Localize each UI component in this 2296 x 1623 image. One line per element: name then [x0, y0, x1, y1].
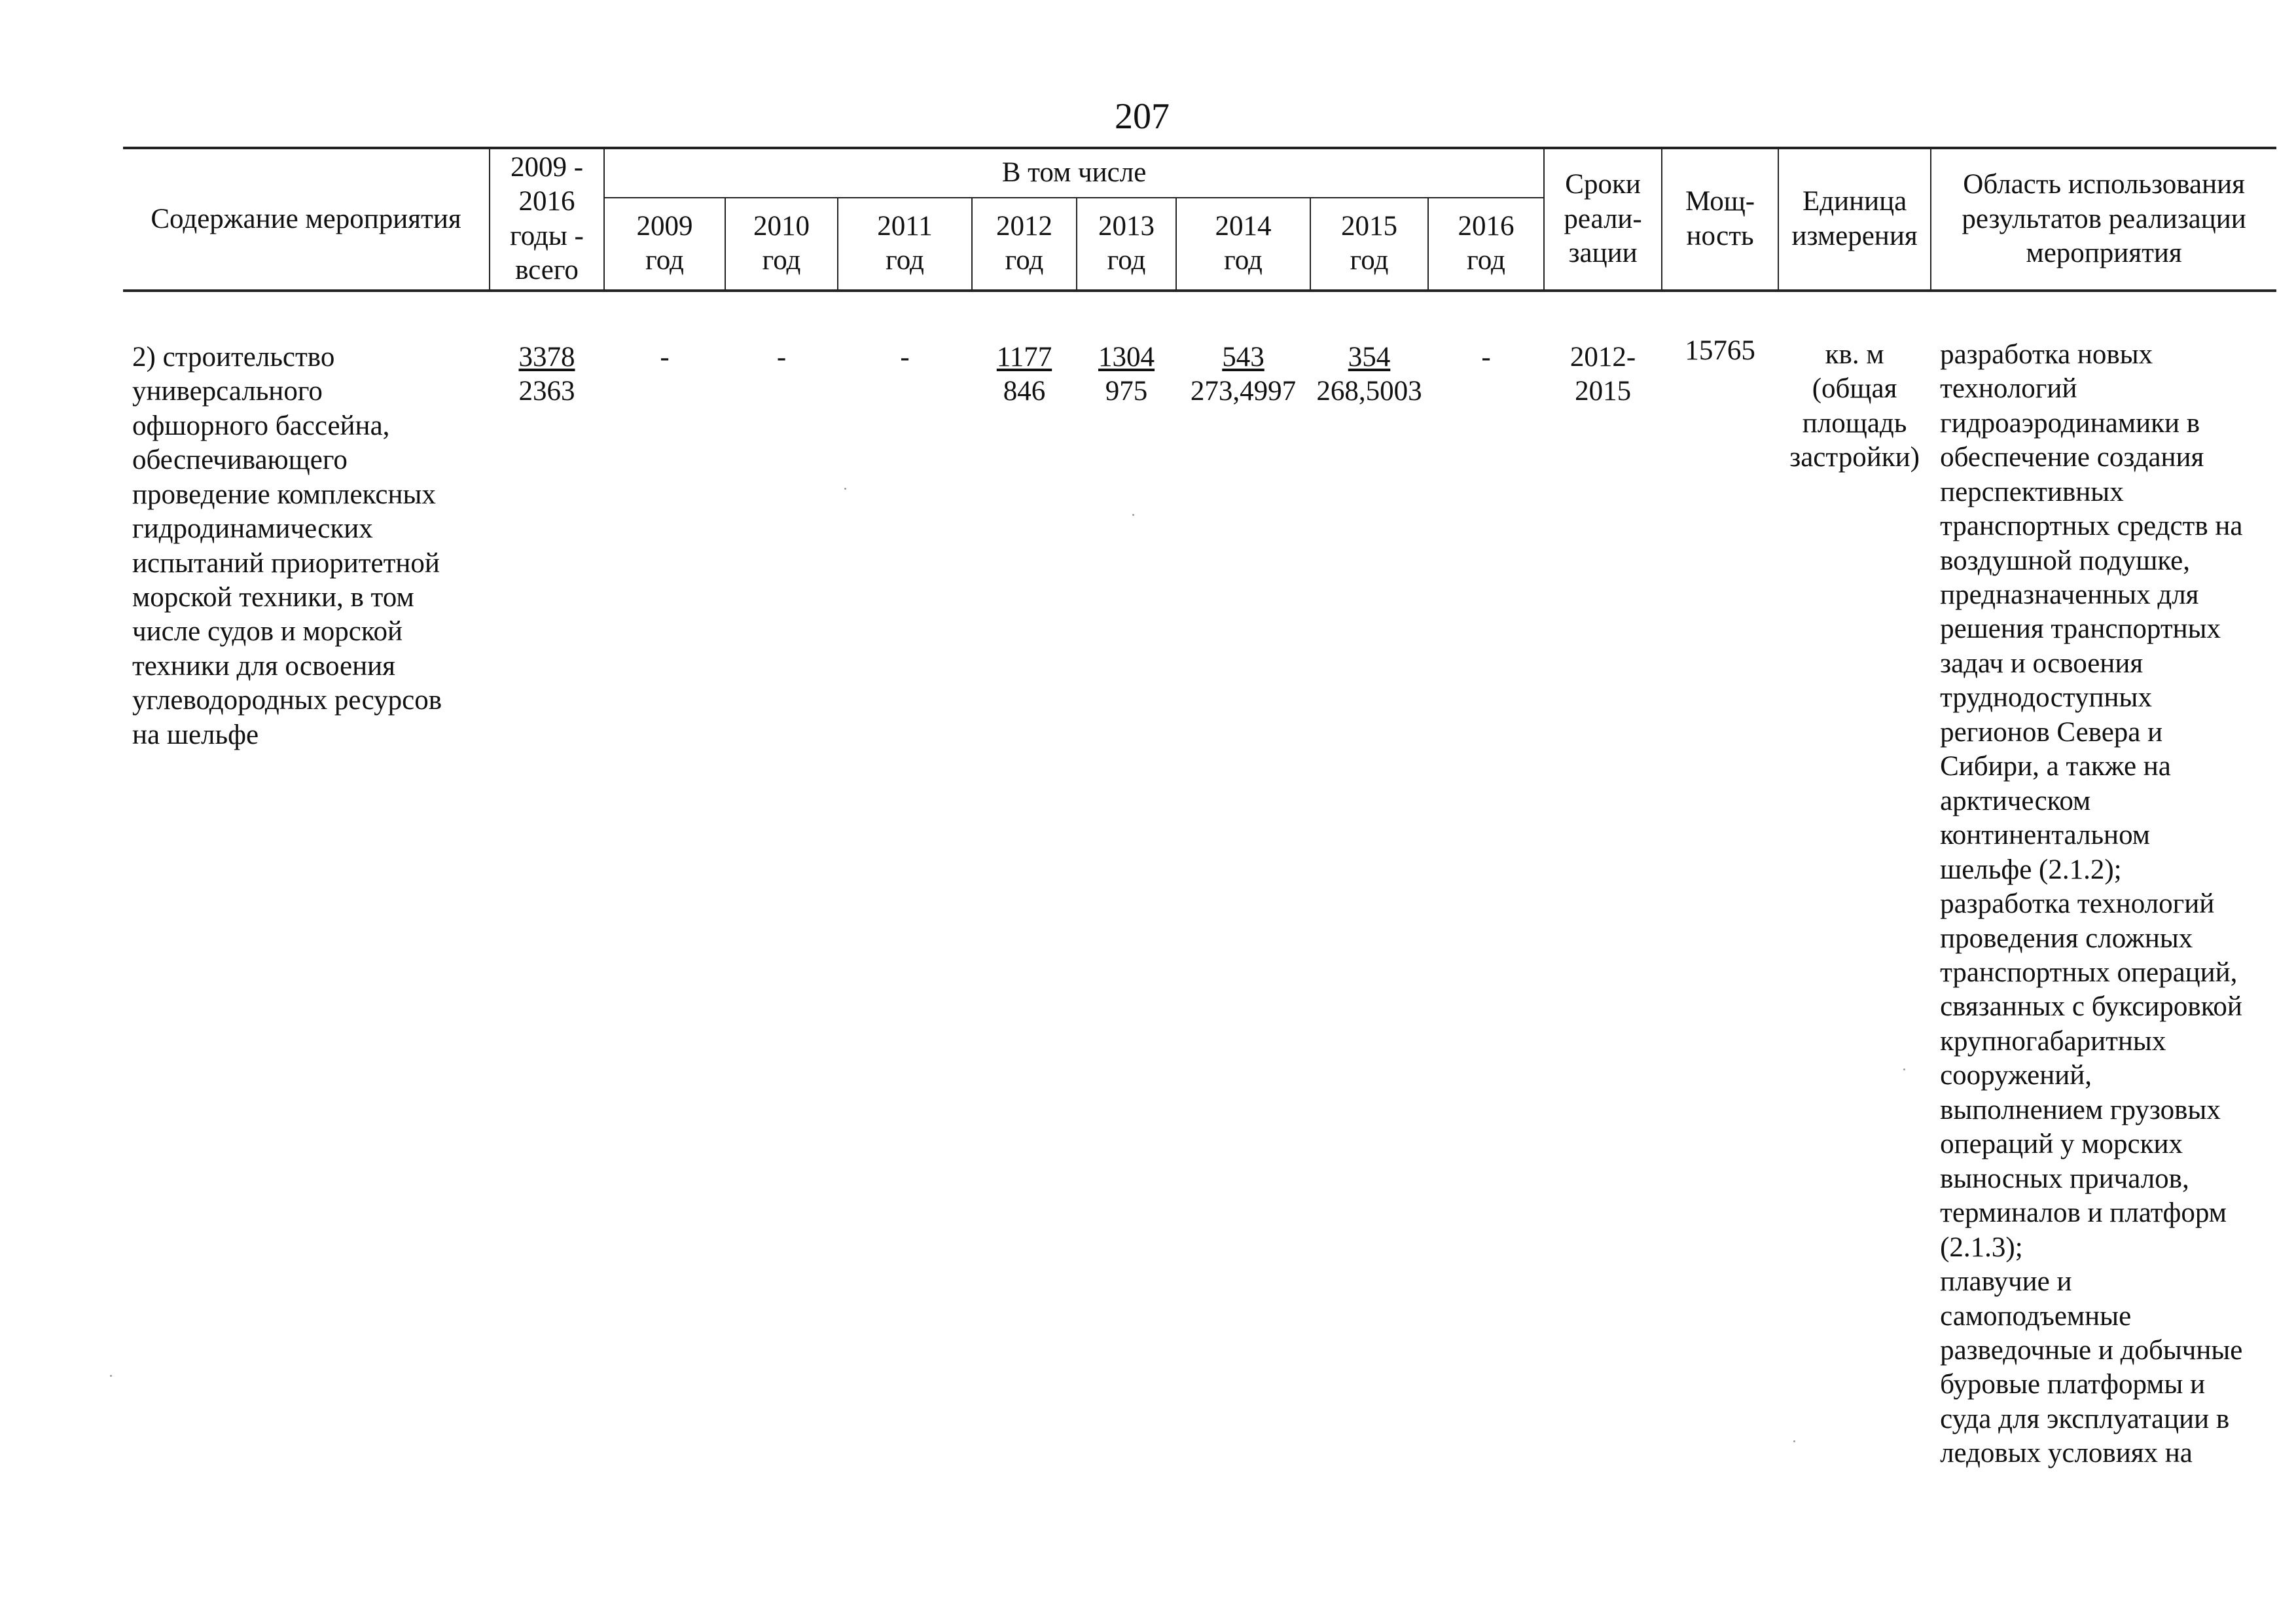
year-federal-value: 268,5003 — [1316, 376, 1422, 407]
header-including: В том числе — [604, 148, 1544, 198]
header-year — [604, 198, 725, 291]
unit-line: площадь — [1802, 407, 1907, 439]
area-cell — [1931, 291, 2276, 1471]
capacity-cell — [1662, 291, 1778, 1471]
header-year-value: 2010 — [753, 210, 810, 242]
header-unit-line: Единица — [1802, 186, 1907, 217]
activity-table — [123, 147, 2276, 1471]
header-terms — [1544, 148, 1662, 291]
year-value: 1177 — [996, 341, 1052, 373]
year-federal-value: 975 — [1105, 376, 1148, 407]
header-area-line: мероприятия — [2026, 238, 2182, 269]
header-row-top — [123, 148, 2276, 198]
year-value: - — [1481, 341, 1491, 373]
activity-line: числе судов и морской — [132, 616, 403, 647]
total-value: 3378 — [518, 341, 575, 373]
area-line: (2.1.3); — [1940, 1231, 2023, 1263]
page-number: 207 — [1115, 96, 1170, 137]
activity-line: испытаний приоритетной — [132, 547, 440, 579]
activity-line: техники для освоения — [132, 650, 395, 682]
header-area-line: Область использования — [1963, 169, 2245, 200]
header-year — [838, 198, 972, 291]
area-line: плавучие и — [1940, 1266, 2072, 1298]
header-year-unit: год — [886, 245, 924, 276]
header-year-value: 2011 — [877, 210, 933, 242]
capacity-value: 15765 — [1685, 335, 1755, 366]
year-federal-value: 273,4997 — [1190, 376, 1297, 407]
area-line: технологий — [1940, 373, 2077, 405]
activity-line: углеводородных ресурсов — [132, 685, 442, 716]
header-year — [972, 198, 1077, 291]
year-value: 543 — [1222, 341, 1265, 373]
year-value: - — [660, 341, 670, 373]
header-year — [1077, 198, 1176, 291]
year-value: 1304 — [1098, 341, 1155, 373]
year-value: 354 — [1348, 341, 1391, 373]
header-year-unit: год — [1005, 245, 1044, 276]
area-line: разработка технологий — [1940, 888, 2215, 920]
header-year-unit: год — [1107, 245, 1146, 276]
year-cell — [1176, 291, 1310, 1471]
area-line: связанных с буксировкой — [1940, 991, 2242, 1023]
area-line: разработка новых — [1940, 338, 2153, 370]
area-line: предназначенных для — [1940, 579, 2199, 610]
activity-line: 2) строительство — [132, 341, 335, 373]
activity-line: офшорного бассейна, — [132, 410, 390, 441]
year-cell — [725, 291, 838, 1471]
header-activity: Содержание мероприятия — [123, 148, 490, 291]
area-line: самоподъемные — [1940, 1300, 2132, 1332]
header-total — [490, 148, 604, 291]
scan-speck — [110, 1375, 112, 1377]
area-line: задач и освоения — [1940, 647, 2144, 679]
area-line: транспортных средств на — [1940, 511, 2243, 542]
header-total-line: 2009 - — [510, 152, 584, 183]
area-line: суда для эксплуатации в — [1940, 1403, 2230, 1434]
header-unit — [1778, 148, 1931, 291]
unit-cell — [1778, 291, 1931, 1471]
area-line: воздушной подушке, — [1940, 545, 2190, 576]
year-cell — [1428, 291, 1544, 1471]
terms-line: 2015 — [1575, 376, 1632, 407]
year-cell — [838, 291, 972, 1471]
terms-line: 2012- — [1570, 341, 1636, 373]
header-year-unit: год — [1224, 245, 1263, 276]
year-cell — [972, 291, 1077, 1471]
header-year-value: 2013 — [1098, 210, 1155, 242]
area-line: сооружений, — [1940, 1060, 2092, 1091]
header-unit-line: измерения — [1791, 220, 1918, 251]
area-line: проведения сложных — [1940, 922, 2193, 954]
area-line: обеспечение создания — [1940, 442, 2204, 473]
total-cell — [490, 291, 604, 1471]
scan-speck — [844, 488, 846, 490]
header-total-line: 2016 — [518, 186, 575, 217]
scan-speck — [1793, 1440, 1795, 1442]
scan-speck — [1903, 1068, 1905, 1070]
header-year — [1428, 198, 1544, 291]
header-year-value: 2009 — [636, 210, 693, 242]
area-line: континентальном — [1940, 820, 2150, 851]
area-line: операций у морских — [1940, 1129, 2183, 1160]
year-cell — [604, 291, 725, 1471]
activity-line: на шельфе — [132, 719, 259, 750]
table-row — [123, 291, 2276, 1471]
area-line: крупногабаритных — [1940, 1025, 2166, 1057]
activity-cell — [123, 291, 490, 1471]
header-year-value: 2014 — [1215, 210, 1272, 242]
area-line: Сибири, а также на — [1940, 751, 2171, 782]
scan-speck — [1132, 514, 1134, 516]
area-line: труднодоступных — [1940, 682, 2152, 714]
activity-line: универсального — [132, 376, 323, 407]
area-line: терминалов и платформ — [1940, 1197, 2227, 1229]
area-line: шельфе (2.1.2); — [1940, 854, 2122, 885]
area-line: перспективных — [1940, 476, 2124, 507]
year-cell — [1077, 291, 1176, 1471]
header-year — [1310, 198, 1428, 291]
area-line: транспортных операций, — [1940, 957, 2238, 988]
area-line: ледовых условиях на — [1940, 1438, 2193, 1469]
area-line: буровые платформы и — [1940, 1369, 2206, 1400]
area-line: выносных причалов, — [1940, 1163, 2189, 1194]
unit-line: застройки) — [1789, 442, 1920, 473]
header-year-unit: год — [645, 245, 684, 276]
unit-line: (общая — [1812, 373, 1897, 405]
area-line: разведочные и добычные — [1940, 1334, 2243, 1366]
total-federal-value: 2363 — [518, 376, 575, 407]
activity-line: гидродинамических — [132, 513, 373, 545]
year-value: - — [776, 341, 787, 373]
header-year — [1176, 198, 1310, 291]
area-line: регионов Севера и — [1940, 716, 2163, 748]
header-year — [725, 198, 838, 291]
header-year-unit: год — [762, 245, 801, 276]
terms-cell — [1544, 291, 1662, 1471]
activity-line: проведение комплексных — [132, 479, 436, 510]
header-area-line: результатов реализации — [1962, 203, 2246, 234]
unit-line: кв. м — [1825, 338, 1884, 370]
area-line: решения транспортных — [1940, 613, 2221, 645]
area-line: арктическом — [1940, 785, 2091, 816]
header-total-line: годы - — [510, 220, 584, 251]
activity-line: обеспечивающего — [132, 445, 348, 476]
year-cell — [1310, 291, 1428, 1471]
header-year-value: 2015 — [1341, 210, 1397, 242]
activity-line: морской техники, в том — [132, 581, 414, 613]
year-value: - — [900, 341, 910, 373]
area-line: выполнением грузовых — [1940, 1094, 2221, 1125]
header-year-unit: год — [1467, 245, 1505, 276]
header-terms-line: реали- — [1564, 203, 1642, 234]
header-year-unit: год — [1350, 245, 1389, 276]
header-terms-line: зации — [1568, 238, 1638, 269]
header-area — [1931, 148, 2276, 291]
area-line: гидроаэродинамики в — [1940, 407, 2200, 439]
header-year-value: 2016 — [1458, 210, 1515, 242]
header-total-line: всего — [515, 255, 579, 286]
header-capacity-line: ность — [1686, 220, 1754, 251]
header-terms-line: Сроки — [1565, 169, 1641, 200]
header-capacity — [1662, 148, 1778, 291]
header-year-value: 2012 — [996, 210, 1052, 242]
year-federal-value: 846 — [1003, 376, 1046, 407]
header-capacity-line: Мощ- — [1685, 186, 1755, 217]
